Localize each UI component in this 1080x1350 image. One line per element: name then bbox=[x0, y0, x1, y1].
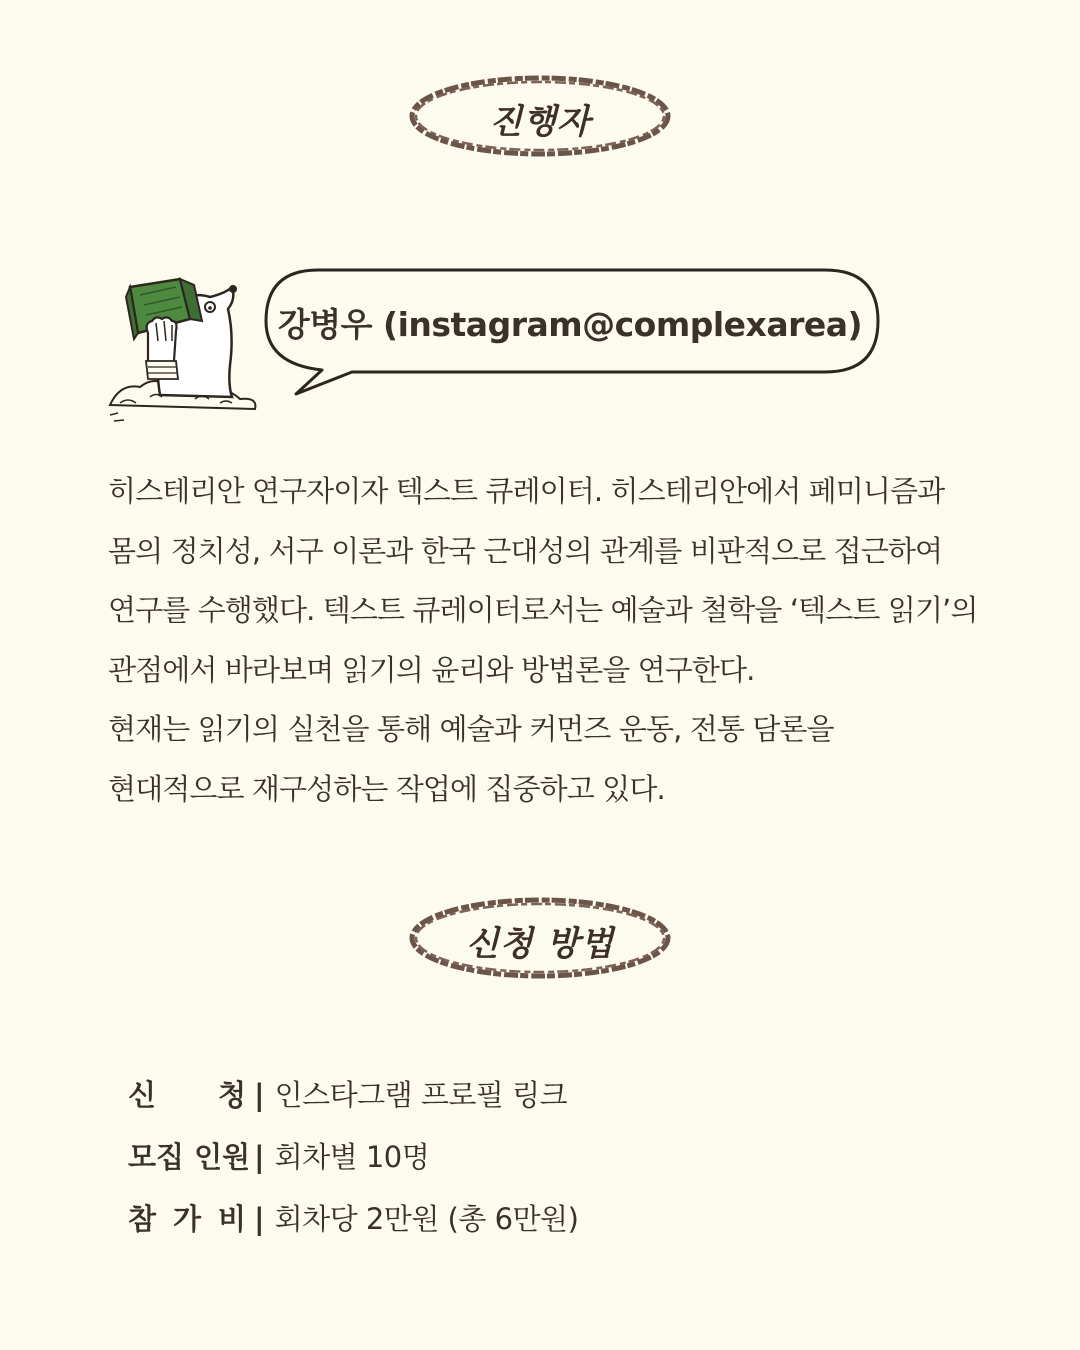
info-label bbox=[128, 1188, 246, 1250]
host-section-badge bbox=[405, 70, 675, 166]
info-label-char: 가 bbox=[172, 1202, 201, 1236]
info-label-char: 참 bbox=[128, 1202, 157, 1236]
bio-line: 히스테리안 연구자이자 텍스트 큐레이터. 히스테리안에서 페미니즘과 bbox=[108, 474, 945, 508]
host-section-title: 진행자 bbox=[489, 101, 591, 142]
info-label-char: 비 bbox=[217, 1202, 246, 1236]
info-label-char: 신 bbox=[128, 1078, 157, 1112]
info-row-apply bbox=[128, 1064, 828, 1126]
speaker-speech-bubble bbox=[260, 266, 885, 401]
bio-line: 현재는 읽기의 실천을 통해 예술과 커먼즈 운동, 전통 담론을 bbox=[108, 712, 834, 747]
info-label bbox=[128, 1064, 246, 1126]
info-row-capacity bbox=[128, 1126, 828, 1188]
info-value: 회차별 10명 bbox=[274, 1140, 430, 1174]
info-value: 회차당 2만원 (총 6만원) bbox=[274, 1202, 579, 1236]
application-info bbox=[128, 1064, 828, 1250]
info-label-char: 청 bbox=[217, 1078, 246, 1112]
info-separator: | bbox=[254, 1202, 265, 1236]
info-separator: | bbox=[254, 1078, 265, 1112]
info-separator: | bbox=[254, 1140, 265, 1174]
bio-line: 관점에서 바라보며 읽기의 윤리와 방법론을 연구한다. bbox=[108, 652, 755, 687]
speaker-bio bbox=[108, 462, 998, 820]
bio-line: 현대적으로 재구성하는 작업에 집중하고 있다. bbox=[108, 771, 665, 806]
bio-line: 연구를 수행했다. 텍스트 큐레이터로서는 예술과 철학을 ‘텍스트 읽기’의 bbox=[108, 593, 978, 628]
info-label-char: 모집 인원 bbox=[128, 1140, 251, 1174]
info-value: 인스타그램 프로필 링크 bbox=[274, 1078, 568, 1112]
apply-section-title: 신청 방법 bbox=[465, 923, 615, 964]
bio-line: 몸의 정치성, 서구 이론과 한국 근대성의 관계를 비판적으로 접근하여 bbox=[108, 533, 943, 568]
info-label bbox=[128, 1126, 251, 1188]
mole-reading-book-icon bbox=[100, 275, 265, 425]
info-row-fee bbox=[128, 1188, 828, 1250]
speaker-name-handle: 강병우 (instagram@complexarea) bbox=[277, 304, 863, 344]
apply-section-badge bbox=[405, 892, 675, 988]
